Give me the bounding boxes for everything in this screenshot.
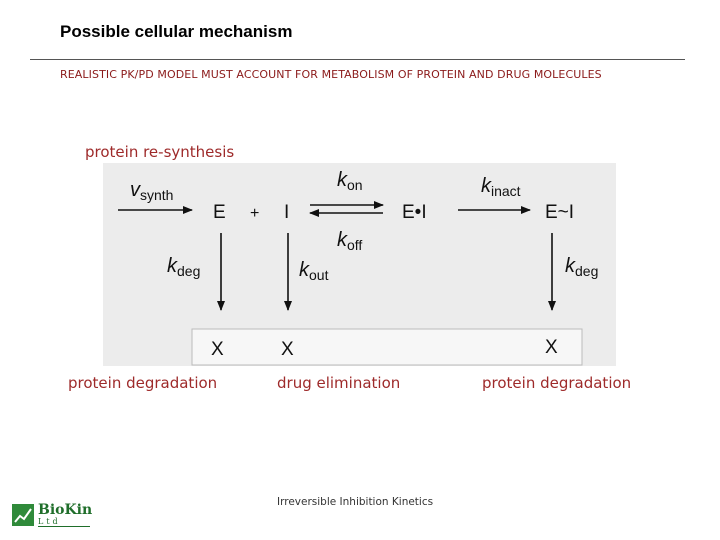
- protein-degradation-label-right: protein degradation: [482, 374, 632, 392]
- plus-sign: +: [250, 205, 260, 222]
- inhibitor-I: I: [284, 202, 290, 223]
- sink-x-3: X: [545, 337, 558, 358]
- logo-underline: [38, 526, 90, 527]
- k-on-label: $k_{on}$: [337, 169, 363, 193]
- sink-box: [192, 329, 582, 365]
- enzyme-E: E: [213, 202, 226, 223]
- k-deg-left-label: $k_{deg}$: [167, 255, 201, 279]
- slide-subtitle: REALISTIC PK/PD MODEL MUST ACCOUNT FOR METABOLISM OF PROTEIN AND DRUG MOLECULES: [60, 68, 602, 81]
- footer-text: Irreversible Inhibition Kinetics: [277, 496, 434, 508]
- k-inact-label: $k_{inact}$: [481, 175, 521, 199]
- protein-degradation-label-left: protein degradation: [68, 374, 218, 392]
- logo-sub: Ltd: [38, 517, 61, 526]
- protein-resynthesis-label: protein re-synthesis: [85, 143, 235, 161]
- complex-EI-star: E~I: [545, 202, 575, 223]
- slide-title: Possible cellular mechanism: [60, 22, 293, 41]
- biokin-logo: [12, 500, 92, 528]
- logo-name: BioKin: [38, 502, 93, 518]
- k-off-label: $k_{off}$: [337, 229, 363, 253]
- complex-EI: E•I: [402, 202, 427, 223]
- chart-logo-icon: [12, 504, 34, 526]
- sink-x-2: X: [281, 339, 294, 360]
- v-synth-label: $v_{synth}$: [130, 179, 174, 203]
- sink-x-1: X: [211, 339, 224, 360]
- k-deg-right-label: $k_{deg}$: [565, 255, 599, 279]
- k-out-label: $k_{out}$: [299, 259, 329, 283]
- drug-elimination-label: drug elimination: [277, 374, 401, 392]
